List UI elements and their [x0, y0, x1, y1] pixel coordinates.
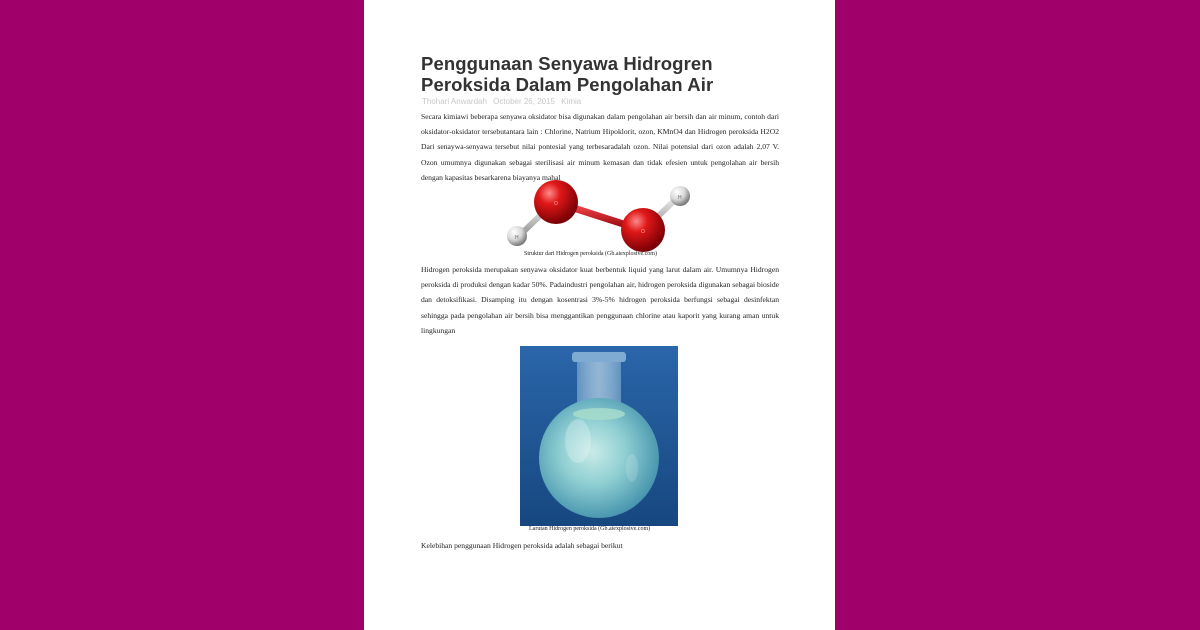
svg-text:H: H: [515, 235, 519, 241]
paragraph-advantages-intro: Kelebihan penggunaan Hidrogen peroksida adalah sebagai berikut: [421, 541, 623, 550]
paragraph-intro: Secara kimiawi beberapa senyawa oksidator bisa digunakan dalam pengolahan air bersih dan air minum, contoh dari oksidator-oksidator tersebutantara lain : Chlorine, Natrium Hipoklorit, ozon, KMnO4 dan Hidrogen peroksida H2O2 Dari senaywa-senyawa tersebut nilai pontesial yang terbesaradalah ozon. Nilai potensial dari ozon adalah 2,07 V. Ozon umumnya digunakan sebagai sterilisasi air minum kemasan dan tidak efesien untuk pengolahan air bersih dengan kapasitas besarkarena biayanya mahal: [421, 112, 779, 182]
author-link[interactable]: Thohari Anwardah: [422, 97, 487, 106]
paragraph-description: Hidrogen peroksida merupakan senyawa oksidator kuat berbentuk liquid yang larut dalam air. Umumnya Hidrogen peroksida di produksi dengan kadar 50%. Padaindustri pengolahan air, hidrogen peroksida digunakan sebagai bioside dan detoksifikasi. Disamping itu dengan kosentrasi 3%-5% hidrogen peroksida berfungsi sebagai desinfektan sehingga pada pengolahan air bersih bisa menggantikan penggunaan chlorine atau kaporit yang kurang aman untuk lingkungan: [421, 265, 779, 335]
post-date: October 26, 2015: [493, 97, 555, 106]
article-meta: [422, 97, 585, 106]
hydrogen-peroxide-molecule-image: [504, 178, 696, 254]
svg-text:H: H: [678, 195, 682, 201]
article-title: Penggunaan Senyawa Hidrogren Peroksida Dalam Pengolahan Air: [421, 53, 714, 95]
flask-image: [520, 346, 678, 526]
figure-caption-molecule: Struktur dari Hidrogen peroksida (Gb.aiexplosive.com): [524, 251, 657, 257]
svg-text:O: O: [641, 229, 645, 235]
figure-caption-flask: Larutan Hidrogen peroksida (Gb.aiexplosive.com): [529, 526, 651, 532]
svg-text:O: O: [554, 201, 558, 207]
category-link[interactable]: Kimia: [561, 97, 582, 106]
document-page: [364, 0, 835, 630]
